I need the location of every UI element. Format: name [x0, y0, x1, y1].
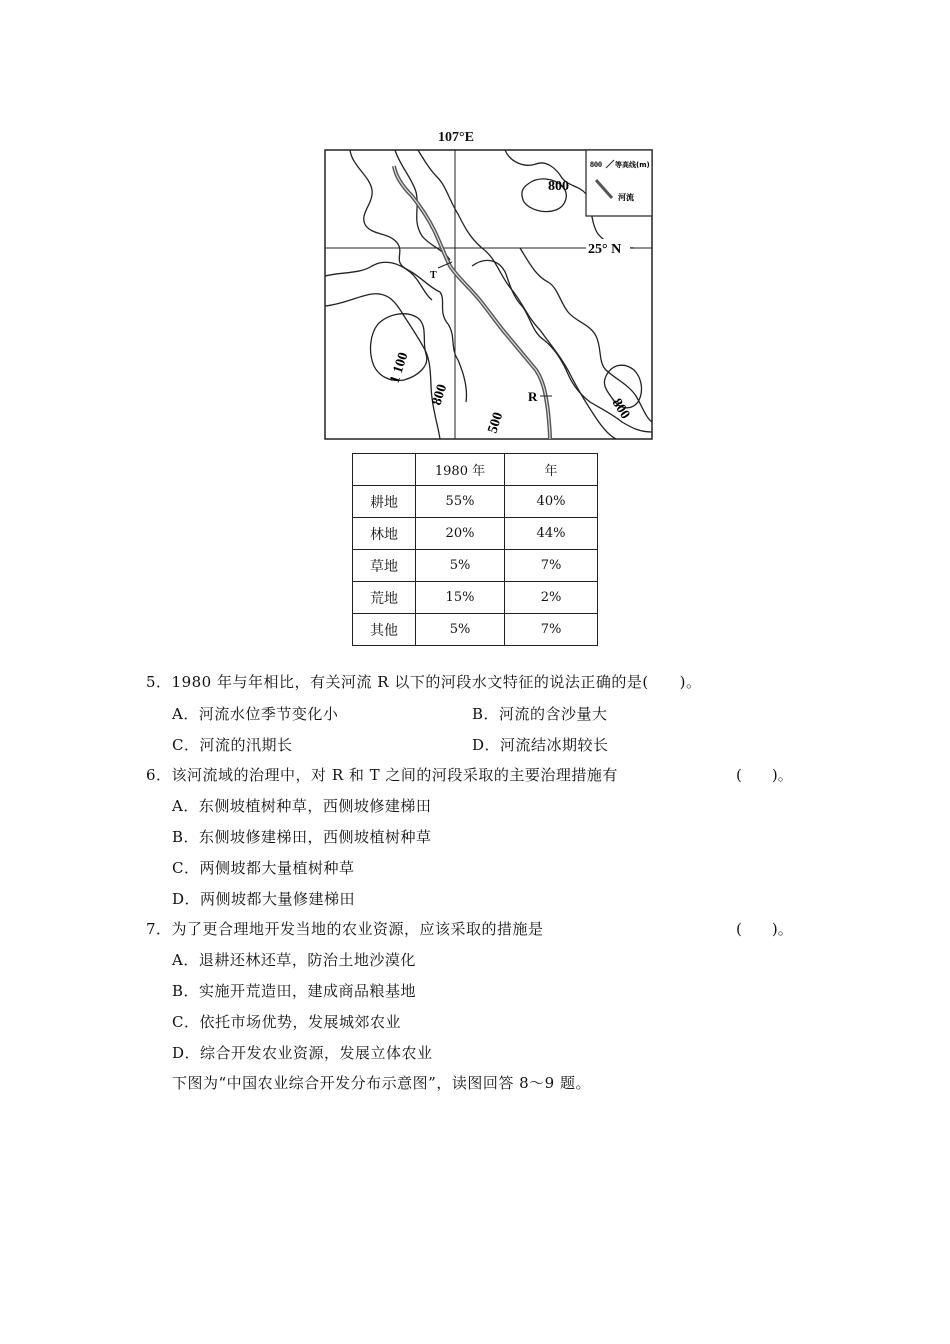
contour-map-svg — [300, 126, 680, 446]
table-row — [353, 550, 598, 582]
question-6-option-a: A．东侧坡植树种草，西侧坡修建梯田 — [172, 797, 432, 815]
question-7-answer-paren: ( )。 — [736, 920, 793, 938]
table-cell: 7% — [505, 550, 598, 582]
table-row — [353, 518, 598, 550]
table-cell: 2% — [505, 582, 598, 614]
legend-river-text: 河流 — [618, 193, 634, 202]
table-header-cell — [353, 454, 416, 486]
point-T-label: T — [430, 270, 437, 281]
table-cell: 20% — [416, 518, 505, 550]
latitude-label: 25° N — [588, 242, 622, 257]
question-6-option-d: D．两侧坡都大量修建梯田 — [172, 890, 356, 908]
table-row — [353, 582, 598, 614]
map-legend — [586, 150, 652, 216]
question-6-option-b: B．东侧坡修建梯田，西侧坡植树种草 — [172, 828, 432, 846]
contour-map — [300, 126, 680, 446]
legend-contour-number: 800 — [590, 160, 602, 169]
table-header-cell: 1980 年 — [416, 454, 505, 486]
question-7-stem: 7．为了更合理地开发当地的农业资源，应该采取的措施是 — [146, 920, 544, 938]
table-cell: 40% — [505, 486, 598, 518]
question-5-option-a: A．河流水位季节变化小 — [172, 705, 339, 723]
land-use-table — [352, 453, 598, 646]
table-row — [353, 486, 598, 518]
question-6-stem: 6．该河流域的治理中，对 R 和 T 之间的河段采取的主要治理措施有 — [146, 766, 618, 784]
contour-label-800-left: 800 — [429, 382, 451, 408]
table-cell: 44% — [505, 518, 598, 550]
longitude-label: 107°E — [438, 130, 474, 145]
table-cell: 5% — [416, 614, 505, 646]
table-cell: 耕地 — [353, 486, 416, 518]
table-cell: 15% — [416, 582, 505, 614]
question-6-option-c: C．两侧坡都大量植树种草 — [172, 859, 355, 877]
table-header-cell: 年 — [505, 454, 598, 486]
table-cell: 其他 — [353, 614, 416, 646]
table-cell: 荒地 — [353, 582, 416, 614]
contour-label-1100: 1 100 — [387, 350, 412, 386]
question-7-option-d: D．综合开发农业资源，发展立体农业 — [172, 1044, 433, 1062]
question-7-option-a: A．退耕还林还草，防治土地沙漠化 — [172, 951, 416, 969]
question-5-stem: 5．1980 年与年相比，有关河流 R 以下的河段水文特征的说法正确的是( )。 — [146, 673, 702, 691]
question-5-option-c: C．河流的汛期长 — [172, 736, 293, 754]
question-6-answer-paren: ( )。 — [736, 766, 793, 784]
table-row — [353, 614, 598, 646]
contour-label-500: 500 — [485, 410, 507, 436]
legend-contour-text: 等高线(m) — [615, 161, 650, 169]
table-cell: 55% — [416, 486, 505, 518]
table-cell: 草地 — [353, 550, 416, 582]
question-5-option-d: D．河流结冰期较长 — [472, 736, 609, 754]
point-R-label: R — [528, 389, 538, 404]
question-7-option-b: B．实施开荒造田，建成商品粮基地 — [172, 982, 417, 1000]
table-cell: 林地 — [353, 518, 416, 550]
contour-label-800-right: 800 — [608, 396, 633, 422]
table-cell: 7% — [505, 614, 598, 646]
table-cell: 5% — [416, 550, 505, 582]
table-header-row — [353, 454, 598, 486]
question-5-option-b: B．河流的含沙量大 — [472, 705, 608, 723]
question-7-option-c: C．依托市场优势，发展城郊农业 — [172, 1013, 401, 1031]
contour-label-800-top: 800 — [548, 179, 569, 194]
questions-8-9-intro: 下图为“中国农业综合开发分布示意图”，读图回答 8～9 题。 — [172, 1074, 591, 1092]
